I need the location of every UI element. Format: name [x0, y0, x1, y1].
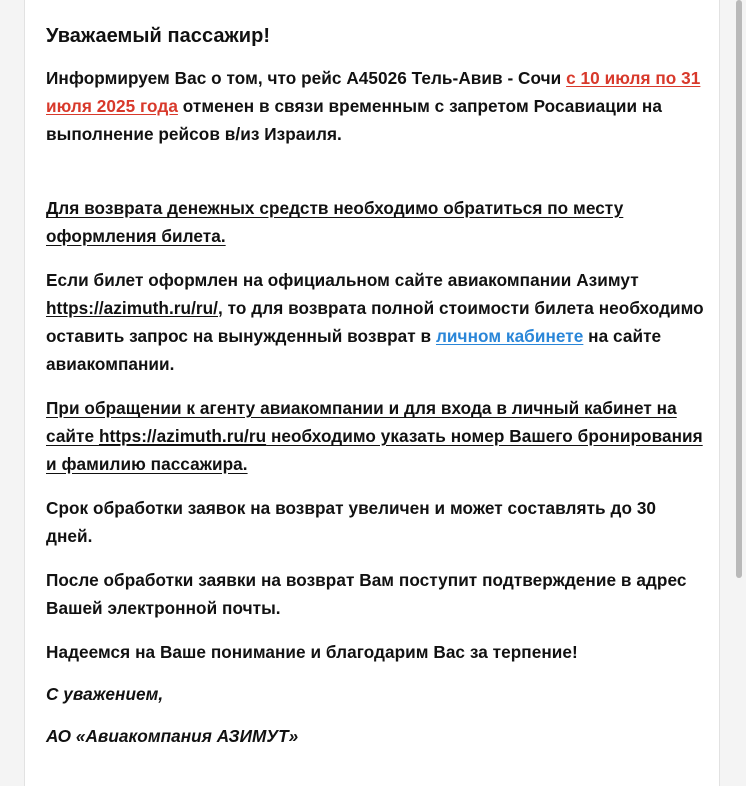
azimuth-site-link[interactable]: https://azimuth.ru/ru/	[46, 298, 219, 318]
agent-contact-paragraph	[46, 394, 706, 478]
signature-text: АО «Авиакомпания АЗИМУТ»	[46, 726, 299, 746]
closing-text: С уважением,	[46, 684, 164, 704]
thanks-paragraph: Надеемся на Ваше понимание и благодарим Вас за терпение!	[46, 642, 578, 662]
p4-text-before: При обращении к агенту авиакомпании и для входа в личный кабинет на сайте	[46, 398, 677, 446]
refund-location-paragraph: Для возврата денежных средств необходимо обратиться по месту оформления билета.	[46, 198, 624, 246]
p4-text-after: необходимо указать номер Вашего бронирования и фамилию пассажира.	[46, 426, 703, 474]
cancellation-dates-link[interactable]: с 10 июля по 31 июля 2025 года	[46, 68, 701, 116]
p3-text-before: Если билет оформлен на официальном сайте авиакомпании Азимут	[46, 270, 639, 290]
vertical-scrollbar[interactable]	[736, 0, 742, 578]
p1-text-after: отменен в связи временным с запретом Росавиации на выполнение рейсов в/из Израиля.	[46, 96, 662, 144]
greeting-text: Уважаемый пассажир!	[46, 25, 271, 47]
processing-time-paragraph: Срок обработки заявок на возврат увеличен и может составлять до 30 дней.	[46, 498, 657, 546]
p1-text-before: Информируем Вас о том, что рейс А45026 Тель-Авив - Сочи	[46, 68, 567, 88]
p3-text-after: на сайте авиакомпании.	[46, 326, 662, 374]
official-site-refund-paragraph	[46, 266, 706, 378]
personal-cabinet-link[interactable]: личном кабинете	[435, 326, 584, 346]
email-content	[46, 22, 706, 750]
azimuth-site-link-2[interactable]: https://azimuth.ru/ru	[98, 426, 267, 446]
p3-text-middle: , то для возврата полной стоимости билета необходимо оставить запрос на вынужденный возврат в	[46, 298, 704, 346]
email-body	[24, 0, 720, 786]
flight-cancellation-paragraph	[46, 64, 706, 148]
confirmation-paragraph: После обработки заявки на возврат Вам поступит подтверждение в адрес Вашей электронной почты.	[46, 570, 687, 618]
